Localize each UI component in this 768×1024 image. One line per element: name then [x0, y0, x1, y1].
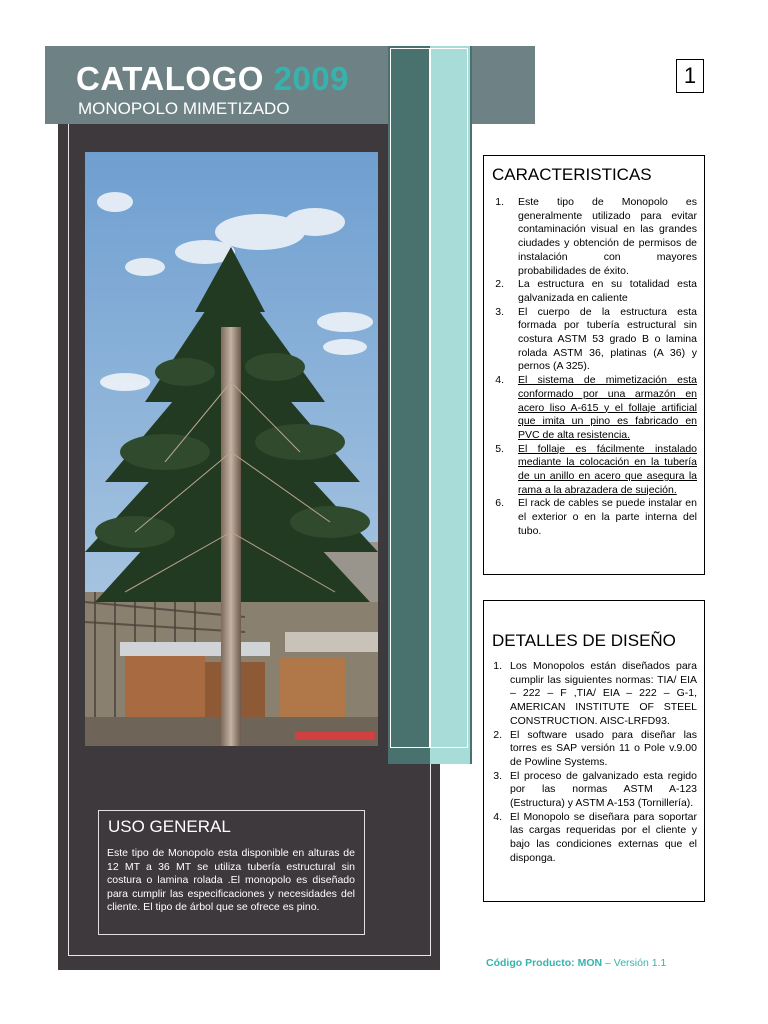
item-text: El sistema de mimetización esta conformado por una armazón en acero liso A-615 y el follaje artificial que imita un pino es fabricado en PVC de alta resistencia.	[518, 374, 697, 441]
item-number: 2.	[493, 728, 502, 741]
list-item	[490, 770, 697, 811]
page-number: 1	[676, 59, 704, 93]
item-number: 1.	[493, 660, 502, 672]
catalog-year: 2009	[273, 60, 350, 97]
uso-general-title: USO GENERAL	[108, 817, 231, 836]
footer-code-label: Código Producto: MON	[486, 957, 603, 969]
item-text: El cuerpo de la estructura esta formada por tubería estructural sin costura ASTM 53 grado B o lamina rolada ASTM 36, platinas (A 36) y pernos (A 325).	[518, 305, 697, 373]
item-text: El Monopolo se diseñara para soportar las cargas requeridas por el cliente y bajo las condiciones externas que el disponga.	[510, 810, 697, 864]
monopole-photo	[85, 152, 378, 746]
teal-bar-outline-left	[390, 48, 430, 748]
item-number: 4.	[493, 810, 502, 823]
uso-general-text: Este tipo de Monopolo esta disponible en alturas de 12 MT a 36 MT se utiliza tubería estructural sin costura o lamina rolada .El monopolo es diseñado para cumplir las especificaciones y necesidades del cliente. El tipo de árbol que se ofrece es pino.	[107, 847, 355, 914]
caracteristicas-list	[490, 196, 697, 539]
teal-bar-outline-right	[430, 48, 468, 748]
list-item	[490, 811, 697, 866]
list-item	[490, 729, 697, 770]
footer-product-code	[486, 957, 666, 969]
item-number: 2.	[495, 278, 504, 291]
item-number: 1.	[495, 196, 504, 208]
item-number: 3.	[495, 305, 504, 318]
item-text: El software usado para diseñar las torres es SAP versión 11 o Pole v.9.00 de Powline Systems.	[510, 728, 697, 768]
catalog-subtitle: MONOPOLO MIMETIZADO	[78, 99, 290, 118]
item-number: 5.	[495, 442, 504, 455]
footer-separator: –	[602, 957, 614, 969]
list-item	[490, 306, 697, 375]
detalles-title: DETALLES DE DISEÑO	[492, 631, 676, 650]
list-item	[490, 497, 697, 538]
item-number: 4.	[495, 374, 504, 387]
item-text: El rack de cables se puede instalar en el exterior o en la parte interna del tubo.	[518, 497, 697, 537]
catalog-title	[76, 60, 349, 98]
item-text: Los Monopolos están diseñados para cumplir las siguientes normas: TIA/ EIA – 222 – F ,TIA/ EIA – 222 – G-1, AMERICAN INSTITUTE OF STEEL CONSTRUCTION. AISC-LRFD93.	[510, 660, 697, 727]
list-item	[490, 443, 697, 498]
item-text: El proceso de galvanizado esta regido por las normas ASTM A-123 (Estructura) y ASTM A-153 (Tornillería).	[510, 769, 697, 810]
caracteristicas-title: CARACTERISTICAS	[492, 165, 652, 184]
item-text: La estructura en su totalidad esta galvanizada en caliente	[518, 278, 697, 304]
footer-version: Versión 1.1	[613, 957, 667, 969]
item-number: 3.	[493, 769, 502, 782]
list-item	[490, 196, 697, 278]
detalles-list	[490, 660, 697, 866]
list-item	[490, 374, 697, 443]
item-text: Este tipo de Monopolo es generalmente utilizado para evitar contaminación visual en las grandes ciudades y obtención de permisos de instalación con mayores probabilidades de éxito.	[518, 196, 697, 277]
list-item	[490, 660, 697, 729]
item-number: 6.	[495, 497, 504, 510]
item-text: El follaje es fácilmente instalado mediante la colocación en la tubería de un anillo en acero que asegura la rama a la abrazadera de sujeción.	[518, 442, 697, 496]
catalog-title-text: CATALOGO	[76, 60, 264, 97]
list-item	[490, 278, 697, 305]
